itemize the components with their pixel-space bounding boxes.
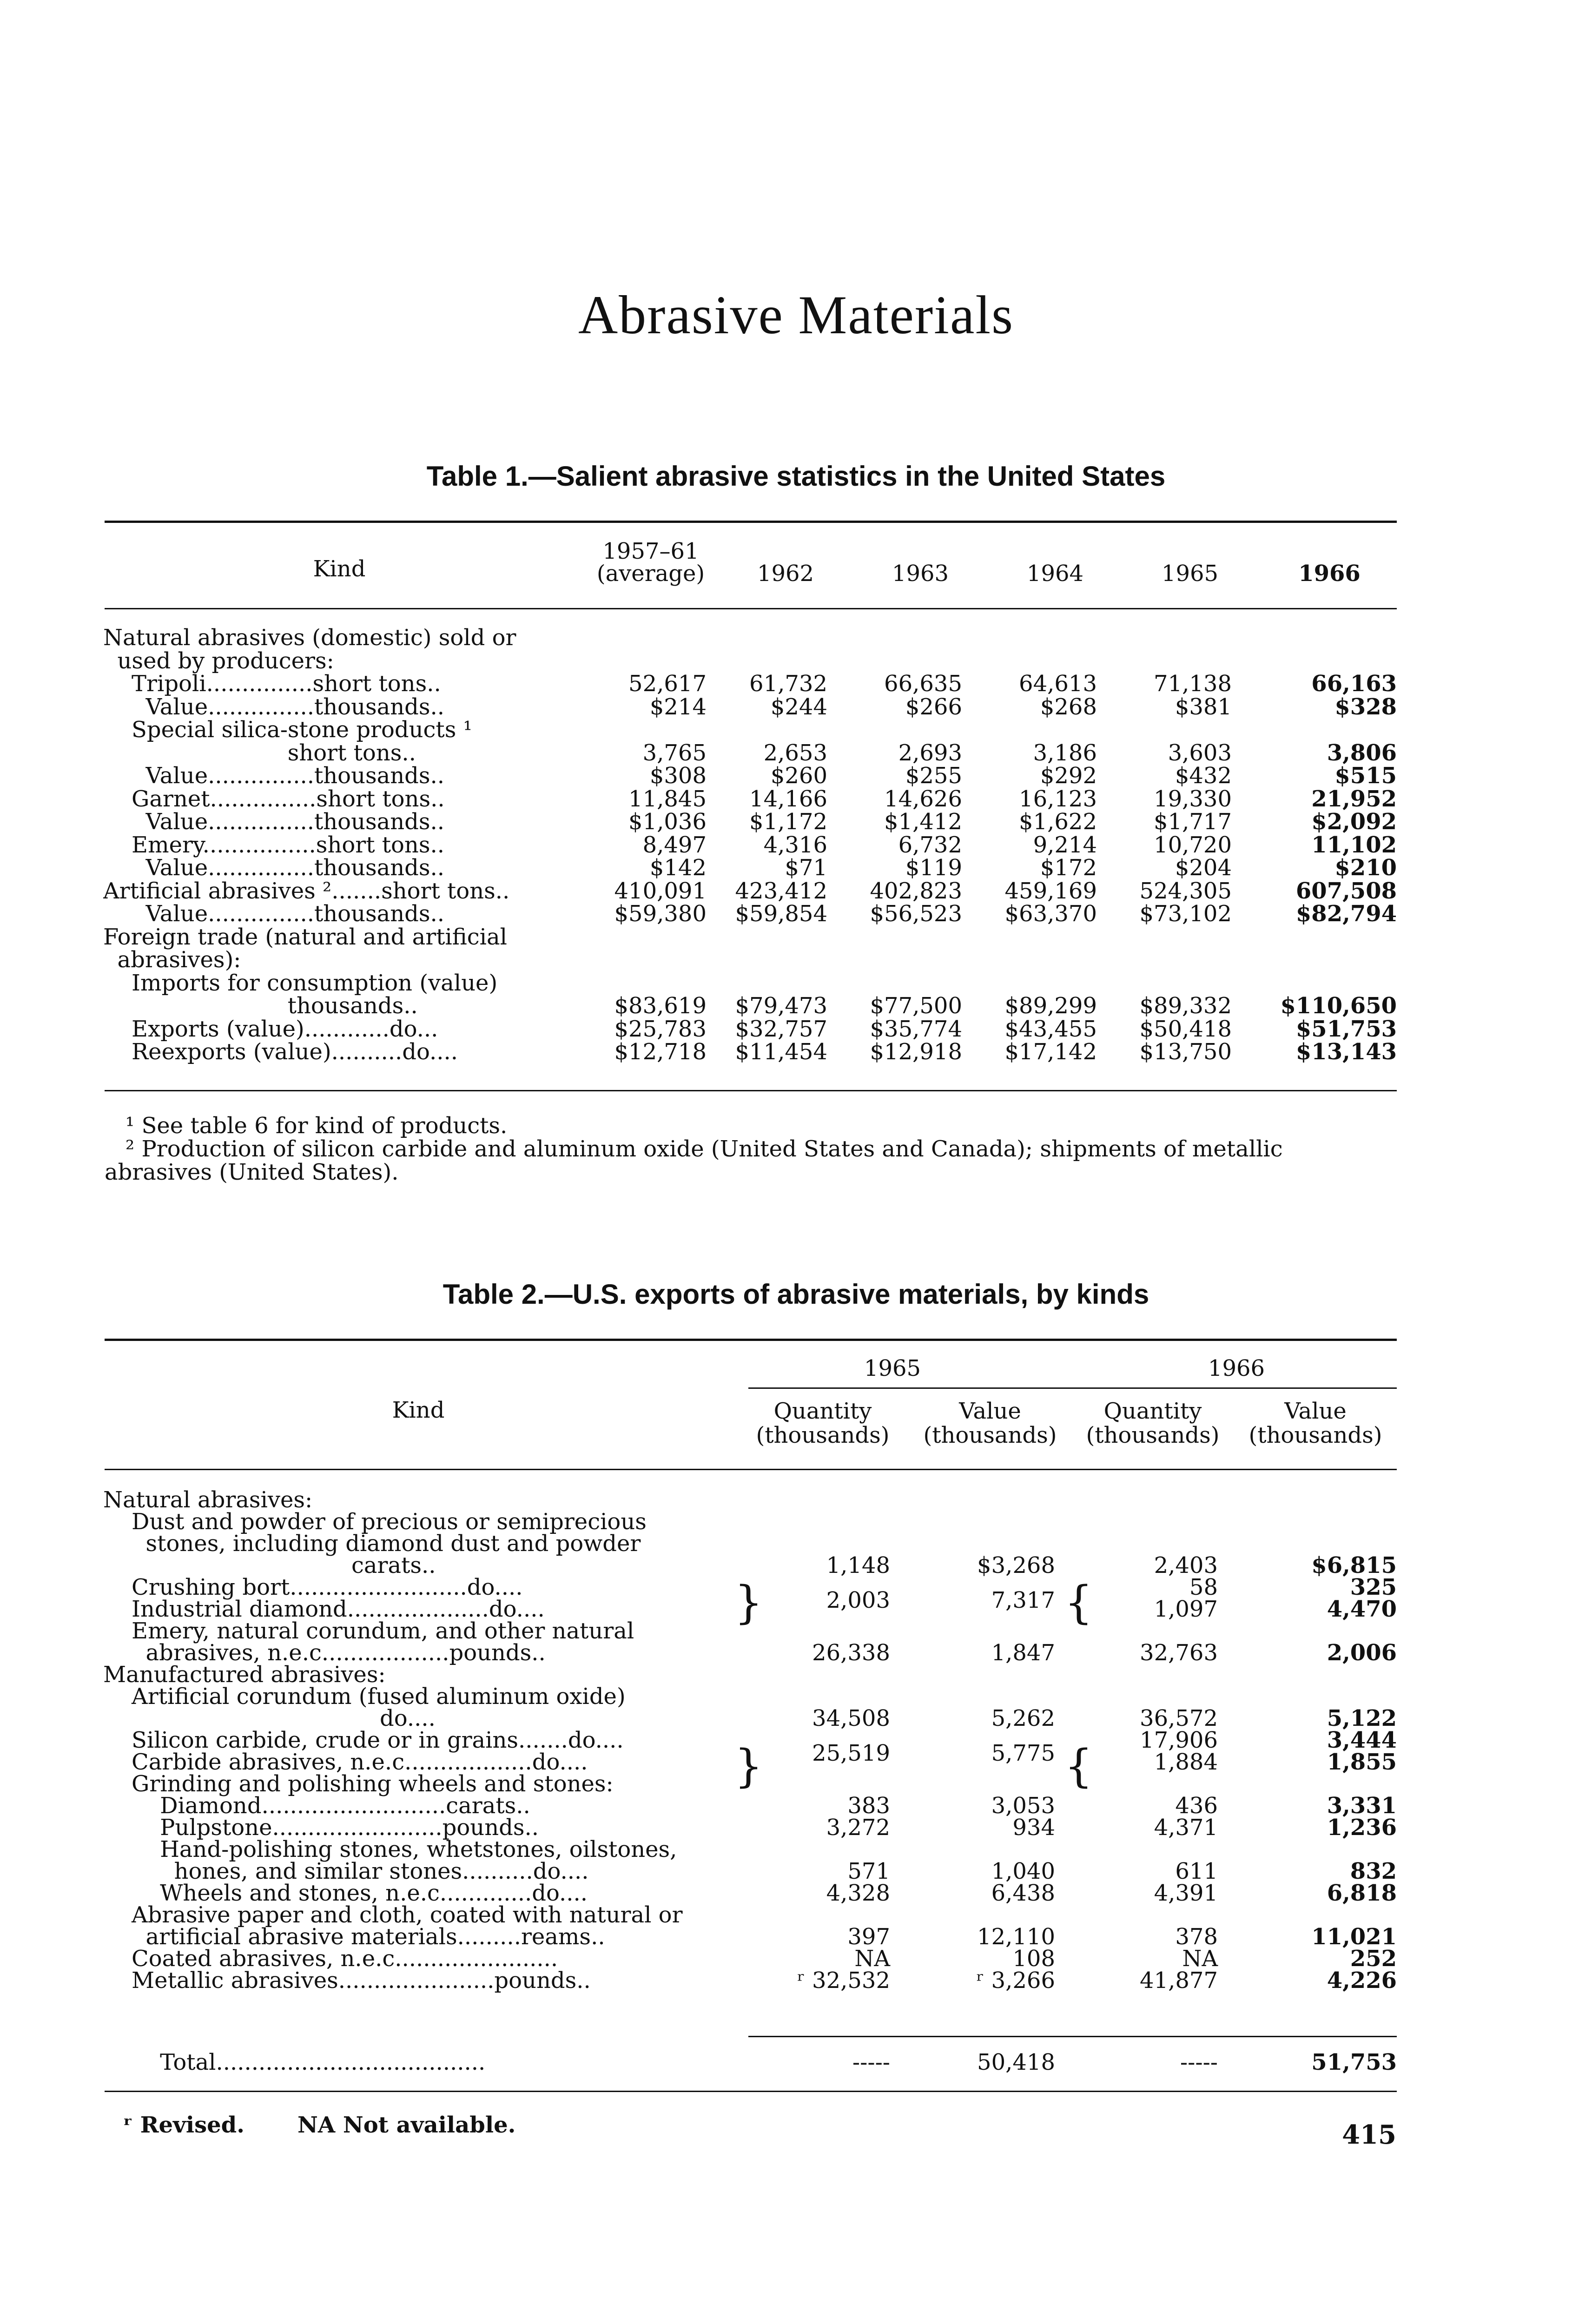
table1-cell: $266: [905, 693, 962, 720]
table1-cell: $59,380: [614, 901, 707, 927]
table1-row-label: short tons..: [103, 740, 416, 766]
table1-header-col0-line2: (average): [596, 561, 705, 587]
table2-cell: 1,847: [991, 1640, 1055, 1666]
table1-cell: $71: [785, 855, 827, 881]
table1-cell: $268: [1040, 693, 1097, 720]
table1-cell: $79,473: [735, 993, 827, 1019]
table2-row-label: stones, including diamond dust and powder: [103, 1531, 641, 1556]
table1-cell: 2,653: [763, 739, 827, 766]
table1-cell: $89,299: [1004, 993, 1097, 1019]
table1-cell: $2,092: [1311, 809, 1397, 835]
table2-header-year-1965: 1965: [864, 1355, 921, 1381]
table1-row-label: Emery................short tons..: [103, 832, 444, 858]
table2-cell: 832: [1350, 1858, 1397, 1884]
table1-cell: 459,169: [1004, 878, 1097, 904]
table2-row-label: Abrasive paper and cloth, coated with natural or: [103, 1902, 683, 1928]
table1-row-label: thousands..: [103, 993, 418, 1018]
table1-header-col2: 1963: [892, 561, 949, 587]
table1-row: [0, 809, 1592, 834]
table1-cell: $77,500: [870, 993, 962, 1019]
table2-cell: 4,371: [1154, 1815, 1218, 1841]
table2-cell: 252: [1350, 1946, 1397, 1972]
table2-row-label: Wheels and stones, n.e.c.............do....: [103, 1881, 588, 1906]
table2-cell: 26,338: [812, 1640, 890, 1666]
table1-bottom-rule: [105, 1090, 1397, 1091]
table1-row-label: Value...............thousands..: [103, 855, 445, 880]
table2-cell: 3,444: [1327, 1727, 1397, 1753]
table1-cell: $83,619: [614, 993, 707, 1019]
table2-row: [0, 2050, 1592, 2075]
table2-total-cell: -----: [852, 2049, 890, 2075]
table1-row: [0, 901, 1592, 926]
table2-header-qty-1965-l2: (thousands): [756, 1422, 890, 1448]
table2-cell: 25,519: [812, 1740, 890, 1766]
table1-cell: $204: [1175, 855, 1232, 881]
table1-cell: $308: [649, 763, 707, 789]
table2-cell: 36,572: [1140, 1705, 1218, 1731]
footnote-na: NA Not available.: [297, 2112, 516, 2138]
table2-cell: 4,226: [1327, 1967, 1397, 1994]
table1-row: [0, 740, 1592, 766]
table1-cell: 71,138: [1154, 671, 1232, 697]
table2-header-val-1966-l2: (thousands): [1248, 1422, 1382, 1448]
table2-cell: $3,268: [977, 1552, 1055, 1578]
table1-row-label: Artificial abrasives ².......short tons..: [103, 878, 510, 904]
table1-cell: $255: [905, 763, 962, 789]
table1-row: [0, 1017, 1592, 1042]
table2-cell: 11,021: [1311, 1924, 1397, 1950]
table2-row-label: Emery, natural corundum, and other natural: [103, 1618, 634, 1644]
table1-row: [0, 924, 1592, 950]
table1-cell: 3,806: [1327, 739, 1397, 766]
table2-cell: 5,775: [991, 1740, 1055, 1766]
table1-footnote-1: ¹ See table 6 for kind of products.: [126, 1113, 508, 1139]
table1-row-label: abrasives):: [103, 947, 241, 972]
table2-cell: 7,317: [991, 1587, 1055, 1613]
table2-cell: 34,508: [812, 1705, 890, 1731]
table2-row-label: artificial abrasive materials.........reams..: [103, 1924, 605, 1949]
table2-total-cell: -----: [1180, 2049, 1218, 2075]
table2-cell: 5,122: [1327, 1705, 1397, 1731]
table2-cell: NA: [854, 1946, 890, 1972]
table2-cell: 4,328: [826, 1880, 890, 1906]
table2-cell: 3,053: [991, 1793, 1055, 1819]
table2-row: [0, 1662, 1592, 1687]
table1-cell: $35,774: [870, 1016, 962, 1042]
page-title: Abrasive Materials: [578, 284, 1014, 345]
table2-cell: NA: [1182, 1946, 1218, 1972]
table1-cell: $56,523: [870, 901, 962, 927]
table1-row: [0, 832, 1592, 858]
table1-row: [0, 648, 1592, 673]
table1-top-rule: [105, 521, 1397, 523]
table1-cell: $73,102: [1139, 901, 1232, 927]
table2-caption: Table 2.—U.S. exports of abrasive materials, by kinds: [443, 1279, 1149, 1310]
table2-header-kind: Kind: [392, 1397, 445, 1423]
table2-cell: 58: [1189, 1574, 1218, 1600]
table2-row-label: Silicon carbide, crude or in grains.......do....: [103, 1728, 624, 1753]
table1-row: [0, 878, 1592, 904]
table2-cell: 5,262: [991, 1705, 1055, 1731]
table1-cell: 4,316: [763, 832, 827, 858]
table2-row-label: Hand-polishing stones, whetstones, oilstones,: [103, 1837, 677, 1862]
table1-cell: $328: [1334, 693, 1397, 720]
table1-cell: $12,718: [614, 1039, 707, 1065]
table1-row: [0, 671, 1592, 696]
table1-cell: 402,823: [870, 878, 962, 904]
table1-cell: $89,332: [1139, 993, 1232, 1019]
table2-cell: $6,815: [1311, 1552, 1397, 1578]
table2-year-rule: [748, 1387, 1397, 1389]
table1-cell: $25,783: [614, 1016, 707, 1042]
table1-cell: 11,845: [628, 786, 707, 812]
table2-cell: 3,331: [1327, 1793, 1397, 1819]
table1-footnote-2a: ² Production of silicon carbide and aluminum oxide (United States and Canada); shipments of metallic: [126, 1136, 1283, 1162]
table1-cell: $17,142: [1004, 1039, 1097, 1065]
table1-cell: 9,214: [1033, 832, 1097, 858]
table2-cell: 4,391: [1154, 1880, 1218, 1906]
table1-cell: 64,613: [1019, 671, 1097, 697]
table2-cell: 6,438: [991, 1880, 1055, 1906]
table2-row-label: Manufactured abrasives:: [103, 1662, 386, 1687]
footnote-revised: ʳ Revised.: [123, 2112, 244, 2138]
table1-row-label: Reexports (value)..........do....: [103, 1039, 458, 1064]
table2-row-label: Dust and powder of precious or semiprecious: [103, 1509, 647, 1534]
table2-cell: 378: [1175, 1924, 1218, 1950]
table1-cell: 524,305: [1139, 878, 1232, 904]
table2-header-val-1966-l1: Value: [1284, 1398, 1347, 1424]
table2-header-val-1965-l2: (thousands): [923, 1422, 1057, 1448]
table1-cell: $43,455: [1004, 1016, 1097, 1042]
table1-row-label: Garnet...............short tons..: [103, 786, 445, 812]
table2-row-label: abrasives, n.e.c..................pounds..: [103, 1640, 546, 1665]
table1-cell: $1,622: [1019, 809, 1097, 835]
table2-row-label: Carbide abrasives, n.e.c..................do....: [103, 1750, 588, 1775]
table2-cell: 611: [1175, 1858, 1218, 1884]
table1-row-label: Value...............thousands..: [103, 901, 445, 926]
table1-row: [0, 1039, 1592, 1064]
brace-crushing-industrial-left: {: [1064, 1577, 1093, 1629]
table1-cell: 410,091: [614, 878, 707, 904]
table1-cell: 3,765: [642, 739, 707, 766]
table2-header-rule: [105, 1469, 1397, 1470]
table1-cell: $172: [1040, 855, 1097, 881]
table2-row: [0, 1968, 1592, 1993]
table2-cell: 1,148: [826, 1552, 890, 1578]
table2-cell: 1,884: [1154, 1749, 1218, 1775]
table2-row: [0, 1597, 1592, 1622]
table2-row: [0, 1487, 1592, 1512]
table2-header-qty-1966-l1: Quantity: [1103, 1398, 1202, 1424]
table2-cell: 1,040: [991, 1858, 1055, 1884]
table2-row: [0, 1881, 1592, 1906]
table1-cell: 14,166: [749, 786, 827, 812]
table1-cell: 6,732: [898, 832, 962, 858]
table2-row-label: Total......................................: [103, 2050, 486, 2075]
table2-row-label: Industrial diamond....................do....: [103, 1597, 545, 1622]
table2-row-label: do....: [103, 1706, 436, 1731]
table1-cell: $63,370: [1004, 901, 1097, 927]
table2-cell: 3,272: [826, 1815, 890, 1841]
table2-total-cell: 50,418: [977, 2049, 1055, 2075]
table1-header-col0-line1: 1957–61: [602, 538, 699, 564]
table1-cell: 2,693: [898, 739, 962, 766]
table1-cell: 14,626: [884, 786, 962, 812]
table1-cell: 423,412: [735, 878, 827, 904]
table2-cell: 6,818: [1327, 1880, 1397, 1906]
table1-cell: $244: [770, 693, 827, 720]
table1-cell: $432: [1175, 763, 1232, 789]
table1-row-label: Natural abrasives (domestic) sold or: [103, 625, 516, 650]
table1-cell: $1,717: [1154, 809, 1232, 835]
table1-row-label: Value...............thousands..: [103, 694, 445, 720]
table2-row-label: Coated abrasives, n.e.c.......................: [103, 1946, 558, 1971]
table1-row: [0, 971, 1592, 996]
table1-cell: $515: [1334, 763, 1397, 789]
table2-cell: 12,110: [977, 1924, 1055, 1950]
table1-row-label: Value...............thousands..: [103, 809, 445, 834]
table1-row: [0, 993, 1592, 1018]
table2-cell: 1,097: [1154, 1596, 1218, 1622]
table1-cell: 21,952: [1311, 786, 1397, 812]
table1-row-label: Tripoli...............short tons..: [103, 671, 441, 696]
table1-cell: $1,412: [884, 809, 962, 835]
table2-cell: 41,877: [1140, 1967, 1218, 1994]
table1-row: [0, 763, 1592, 788]
table2-cell: 397: [847, 1924, 890, 1950]
table1-header-kind: Kind: [313, 556, 366, 582]
table1-caption: Table 1.—Salient abrasive statistics in the United States: [426, 461, 1166, 492]
table1-cell: $12,918: [870, 1039, 962, 1065]
table1-row: [0, 717, 1592, 742]
table1-cell: $260: [770, 763, 827, 789]
table2-cell: ʳ 32,532: [797, 1967, 890, 1994]
table2-cell: 108: [1012, 1946, 1055, 1972]
table2-top-rule: [105, 1339, 1397, 1341]
table1-row: [0, 625, 1592, 650]
table1-cell: 66,635: [884, 671, 962, 697]
table1-row: [0, 786, 1592, 812]
table1-row-label: Imports for consumption (value): [103, 970, 498, 996]
table1-cell: $1,036: [628, 809, 707, 835]
table2-cell: 2,403: [1154, 1552, 1218, 1578]
table1-cell: 3,186: [1033, 739, 1097, 766]
table1-row-label: Exports (value)............do...: [103, 1016, 438, 1042]
table1-cell: 10,720: [1154, 832, 1232, 858]
table1-cell: $82,794: [1295, 901, 1397, 927]
table2-cell: 32,763: [1140, 1640, 1218, 1666]
table2-cell: 436: [1175, 1793, 1218, 1819]
table2-row-label: hones, and similar stones..........do....: [103, 1859, 589, 1884]
page-number: 415: [1342, 2119, 1396, 2150]
table2-row-label: Natural abrasives:: [103, 1487, 313, 1512]
table2-row-label: carats..: [103, 1553, 436, 1578]
table2-cell: 325: [1350, 1574, 1397, 1600]
table1-cell: $214: [649, 693, 707, 720]
table2-cell: ʳ 3,266: [976, 1967, 1055, 1994]
table1-cell: $32,757: [735, 1016, 827, 1042]
table1-cell: $292: [1040, 763, 1097, 789]
table2-header-val-1965-l1: Value: [959, 1398, 1021, 1424]
table1-cell: $51,753: [1295, 1016, 1397, 1042]
table2-row-label: Diamond..........................carats..: [103, 1793, 530, 1818]
table1-cell: 3,603: [1168, 739, 1232, 766]
table1-header-col4: 1965: [1161, 561, 1219, 587]
table2-total-cell: 51,753: [1311, 2049, 1397, 2075]
table2-cell: 383: [847, 1793, 890, 1819]
table1-row-label: Foreign trade (natural and artificial: [103, 924, 507, 950]
table2-row-label: Grinding and polishing wheels and stones:: [103, 1771, 614, 1796]
table1-cell: $119: [905, 855, 962, 881]
table1-cell: $110,650: [1280, 993, 1397, 1019]
table1-cell: $50,418: [1139, 1016, 1232, 1042]
brace-crushing-industrial-right: }: [734, 1577, 763, 1629]
table1-cell: 52,617: [628, 671, 707, 697]
table2-cell: 1,855: [1327, 1749, 1397, 1775]
table1-header-col1: 1962: [757, 561, 814, 587]
table2-row-label: Metallic abrasives......................pounds..: [103, 1968, 591, 1993]
table1-row: [0, 855, 1592, 880]
brace-silicon-carbide-left: {: [1064, 1740, 1093, 1792]
table1-row: [0, 694, 1592, 720]
table1-cell: 16,123: [1019, 786, 1097, 812]
table2-header-qty-1965-l1: Quantity: [773, 1398, 872, 1424]
table1-cell: $13,750: [1139, 1039, 1232, 1065]
table1-row-label: Special silica-stone products ¹: [103, 717, 472, 742]
table2-row: [0, 1815, 1592, 1840]
table1-cell: 61,732: [749, 671, 827, 697]
table1-cell: $381: [1175, 693, 1232, 720]
table2-cell: 4,470: [1327, 1596, 1397, 1622]
table1-row-label: Value...............thousands..: [103, 763, 445, 788]
table2-cell: 2,006: [1327, 1640, 1397, 1666]
table2-cell: 17,906: [1140, 1727, 1218, 1753]
table2-total-rule: [748, 2036, 1397, 2037]
table2-row-label: Pulpstone........................pounds..: [103, 1815, 539, 1840]
table1-cell: $142: [649, 855, 707, 881]
table1-header-col5: 1966: [1298, 561, 1361, 587]
table2-cell: 571: [847, 1858, 890, 1884]
table2-row-label: Artificial corundum (fused aluminum oxide): [103, 1684, 626, 1709]
table2-row-label: Crushing bort.........................do....: [103, 1575, 523, 1600]
brace-silicon-carbide-right: }: [734, 1740, 763, 1792]
table1-header-rule: [105, 608, 1397, 609]
table2-cell: 2,003: [826, 1587, 890, 1613]
table1-cell: 66,163: [1311, 671, 1397, 697]
table2-row: [0, 1640, 1592, 1665]
table2-row: [0, 1750, 1592, 1775]
table2-bottom-rule: [105, 2091, 1397, 2092]
table1-cell: $13,143: [1295, 1039, 1397, 1065]
table2-row: [0, 1509, 1592, 1534]
table1-row: [0, 947, 1592, 972]
table1-footnote-2b: abrasives (United States).: [105, 1159, 399, 1185]
table2-header-year-1966: 1966: [1208, 1355, 1265, 1381]
table2-cell: 1,236: [1327, 1815, 1397, 1841]
table1-cell: 8,497: [642, 832, 707, 858]
table1-header-col3: 1964: [1026, 561, 1084, 587]
table1-row-label: used by producers:: [103, 648, 334, 673]
table1-cell: $11,454: [735, 1039, 827, 1065]
table1-cell: 11,102: [1311, 832, 1397, 858]
table2-cell: 934: [1012, 1815, 1055, 1841]
table2-header-qty-1966-l2: (thousands): [1086, 1422, 1220, 1448]
table1-cell: 19,330: [1154, 786, 1232, 812]
table1-cell: $1,172: [749, 809, 827, 835]
table1-cell: $210: [1334, 855, 1397, 881]
table1-cell: 607,508: [1295, 878, 1397, 904]
table1-cell: $59,854: [735, 901, 827, 927]
